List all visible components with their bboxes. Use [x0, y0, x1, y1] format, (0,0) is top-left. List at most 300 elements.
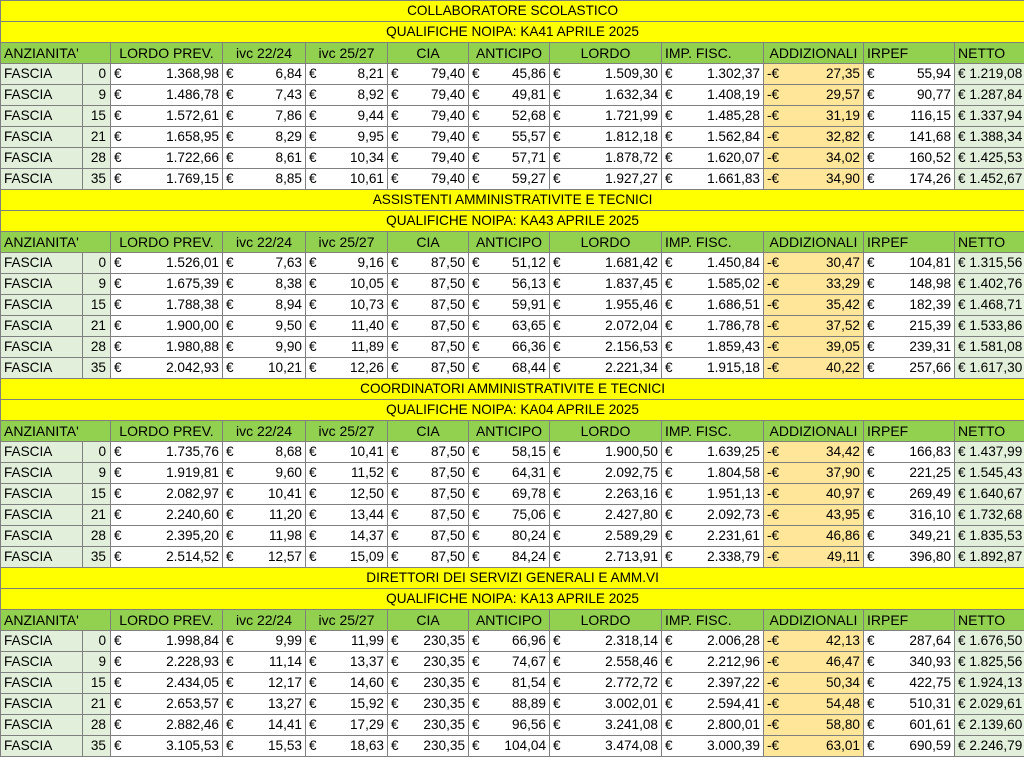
header-anzianita: ANZIANITA' [1, 421, 111, 442]
lordo-cell-value: 2.427,80 [605, 507, 658, 522]
cia-cell [388, 337, 469, 358]
currency-symbol: -€ [767, 276, 780, 291]
irpef-cell-value: 221,25 [909, 465, 951, 480]
addizionali-cell-wrap [767, 673, 860, 693]
currency-symbol: € [867, 318, 875, 333]
ivc-22-24-cell-value: 15,53 [267, 738, 302, 753]
currency-symbol: € [309, 444, 317, 459]
ivc-22-24-cell-wrap [226, 148, 302, 168]
fascia-label: FASCIA [1, 442, 83, 463]
ivc-22-24-cell-value: 8,68 [275, 444, 302, 459]
fascia-label: FASCIA [1, 337, 83, 358]
irpef-cell-wrap [867, 652, 951, 672]
lordo-prev-cell-wrap [114, 64, 219, 84]
imp-fisc-cell-wrap [665, 169, 760, 189]
lordo-cell [550, 358, 662, 379]
table-row [1, 64, 1024, 85]
imp-fisc-cell [662, 274, 764, 295]
header-imp-fisc: IMP. FISC. [662, 232, 764, 253]
irpef-cell [864, 463, 955, 484]
ivc-25-27-cell-wrap [309, 652, 384, 672]
irpef-cell-wrap [867, 316, 951, 336]
ivc-22-24-cell [223, 715, 306, 736]
currency-symbol: € [472, 276, 480, 291]
imp-fisc-cell-value: 2.397,22 [707, 675, 760, 690]
imp-fisc-cell [662, 673, 764, 694]
lordo-cell [550, 127, 662, 148]
cia-cell [388, 673, 469, 694]
irpef-cell-wrap [867, 694, 951, 714]
ivc-22-24-cell-value: 7,86 [275, 108, 302, 123]
lordo-cell-value: 1.927,27 [605, 171, 658, 186]
currency-symbol: € [665, 507, 673, 522]
lordo-cell-value: 3.474,08 [605, 738, 658, 753]
irpef-cell-value: 316,10 [909, 507, 951, 522]
section-subtitle: QUALIFICHE NOIPA: KA43 APRILE 2025 [1, 211, 1024, 232]
currency-symbol: € [472, 129, 480, 144]
lordo-prev-cell [111, 505, 223, 526]
ivc-25-27-cell [306, 484, 388, 505]
currency-symbol: -€ [767, 108, 780, 123]
lordo-prev-cell-value: 1.675,39 [166, 276, 219, 291]
lordo-prev-cell-wrap [114, 715, 219, 735]
irpef-cell-wrap [867, 715, 951, 735]
anticipo-cell-wrap [472, 736, 546, 756]
seniority-years: 28 [83, 526, 111, 547]
table-row [1, 169, 1024, 190]
currency-symbol: € [553, 654, 561, 669]
currency-symbol: -€ [767, 717, 780, 732]
irpef-cell-wrap [867, 442, 951, 462]
cia-cell-value: 87,50 [430, 528, 465, 543]
addizionali-cell-wrap [767, 547, 860, 567]
netto-cell: € 1.640,67 [955, 484, 1024, 505]
anticipo-cell-value: 51,12 [511, 255, 546, 270]
irpef-cell-value: 141,68 [909, 129, 951, 144]
ivc-22-24-cell [223, 169, 306, 190]
lordo-prev-cell [111, 295, 223, 316]
irpef-cell-wrap [867, 295, 951, 315]
currency-symbol: € [553, 696, 561, 711]
ivc-22-24-cell-value: 9,60 [275, 465, 302, 480]
header-irpef: IRPEF [864, 232, 955, 253]
cia-cell-value: 79,40 [430, 171, 465, 186]
ivc-25-27-cell-value: 17,29 [349, 717, 384, 732]
imp-fisc-cell [662, 484, 764, 505]
ivc-22-24-cell [223, 358, 306, 379]
irpef-cell-wrap [867, 337, 951, 357]
currency-symbol: € [391, 276, 399, 291]
fascia-label: FASCIA [1, 253, 83, 274]
currency-symbol: € [309, 507, 317, 522]
ivc-25-27-cell [306, 295, 388, 316]
lordo-cell [550, 715, 662, 736]
currency-symbol: -€ [767, 486, 780, 501]
anticipo-cell-wrap [472, 694, 546, 714]
currency-symbol: -€ [767, 171, 780, 186]
anticipo-cell [469, 631, 550, 652]
lordo-cell [550, 631, 662, 652]
currency-symbol: -€ [767, 297, 780, 312]
currency-symbol: € [867, 654, 875, 669]
irpef-cell-value: 160,52 [909, 150, 951, 165]
fascia-label: FASCIA [1, 358, 83, 379]
irpef-cell-wrap [867, 484, 951, 504]
header-lordo: LORDO [550, 610, 662, 631]
currency-symbol: -€ [767, 129, 780, 144]
addizionali-cell [764, 64, 864, 85]
currency-symbol: € [867, 66, 875, 81]
lordo-prev-cell-value: 1.722,66 [166, 150, 219, 165]
currency-symbol: € [472, 549, 480, 564]
addizionali-cell [764, 148, 864, 169]
lordo-cell-value: 2.558,46 [605, 654, 658, 669]
seniority-years: 35 [83, 736, 111, 757]
currency-symbol: € [391, 339, 399, 354]
cia-cell [388, 253, 469, 274]
imp-fisc-cell-wrap [665, 526, 760, 546]
currency-symbol: € [226, 255, 234, 270]
section-subtitle-row [1, 22, 1024, 43]
ivc-22-24-cell-wrap [226, 736, 302, 756]
table-row [1, 526, 1024, 547]
currency-symbol: € [114, 696, 122, 711]
irpef-cell [864, 631, 955, 652]
cia-cell-wrap [391, 127, 465, 147]
currency-symbol: € [553, 129, 561, 144]
ivc-22-24-cell-wrap [226, 169, 302, 189]
header-ivc-25-27: ivc 25/27 [306, 421, 388, 442]
addizionali-cell-wrap [767, 274, 860, 294]
currency-symbol: € [553, 465, 561, 480]
seniority-years: 28 [83, 337, 111, 358]
ivc-22-24-cell-wrap [226, 85, 302, 105]
lordo-cell [550, 547, 662, 568]
netto-cell: € 1.676,50 [955, 631, 1024, 652]
addizionali-cell [764, 463, 864, 484]
addizionali-cell [764, 715, 864, 736]
anticipo-cell-wrap [472, 253, 546, 273]
cia-cell-wrap [391, 694, 465, 714]
table-row [1, 505, 1024, 526]
lordo-cell-wrap [553, 148, 658, 168]
lordo-cell-value: 3.002,01 [605, 696, 658, 711]
ivc-25-27-cell-value: 10,41 [349, 444, 384, 459]
irpef-cell-value: 90,77 [916, 87, 951, 102]
cia-cell-value: 87,50 [430, 255, 465, 270]
anticipo-cell-wrap [472, 505, 546, 525]
header-anticipo: ANTICIPO [469, 421, 550, 442]
lordo-prev-cell-value: 1.572,61 [166, 108, 219, 123]
cia-cell-wrap [391, 358, 465, 378]
lordo-prev-cell [111, 484, 223, 505]
header-ivc-22-24: ivc 22/24 [223, 43, 306, 64]
netto-cell: € 1.732,68 [955, 505, 1024, 526]
addizionali-cell [764, 358, 864, 379]
irpef-cell-wrap [867, 526, 951, 546]
irpef-cell [864, 442, 955, 463]
ivc-25-27-cell [306, 526, 388, 547]
irpef-cell-wrap [867, 253, 951, 273]
ivc-25-27-cell-value: 8,92 [357, 87, 384, 102]
currency-symbol: € [553, 549, 561, 564]
imp-fisc-cell [662, 631, 764, 652]
addizionali-cell-wrap [767, 505, 860, 525]
imp-fisc-cell-value: 1.804,58 [707, 465, 760, 480]
currency-symbol: € [114, 276, 122, 291]
currency-symbol: € [391, 507, 399, 522]
ivc-25-27-cell [306, 694, 388, 715]
addizionali-cell [764, 442, 864, 463]
section-subtitle: QUALIFICHE NOIPA: KA04 APRILE 2025 [1, 400, 1024, 421]
currency-symbol: € [226, 486, 234, 501]
lordo-prev-cell-wrap [114, 631, 219, 651]
currency-symbol: € [391, 444, 399, 459]
ivc-25-27-cell-value: 13,37 [349, 654, 384, 669]
anticipo-cell-wrap [472, 673, 546, 693]
cia-cell-value: 87,50 [430, 318, 465, 333]
lordo-prev-cell-value: 1.486,78 [166, 87, 219, 102]
cia-cell-wrap [391, 463, 465, 483]
currency-symbol: € [114, 717, 122, 732]
addizionali-cell-value: 50,34 [825, 675, 860, 690]
header-netto: NETTO [955, 610, 1024, 631]
currency-symbol: € [309, 549, 317, 564]
irpef-cell-value: 690,59 [909, 738, 951, 753]
currency-symbol: € [226, 717, 234, 732]
currency-symbol: € [472, 507, 480, 522]
currency-symbol: € [309, 696, 317, 711]
anticipo-cell-wrap [472, 463, 546, 483]
currency-symbol: € [867, 465, 875, 480]
currency-symbol: € [226, 633, 234, 648]
ivc-25-27-cell-wrap [309, 358, 384, 378]
irpef-cell-value: 601,61 [909, 717, 951, 732]
fascia-label: FASCIA [1, 463, 83, 484]
fascia-label: FASCIA [1, 673, 83, 694]
currency-symbol: € [309, 150, 317, 165]
header-ivc-22-24: ivc 22/24 [223, 232, 306, 253]
anticipo-cell [469, 673, 550, 694]
netto-cell: € 1.402,76 [955, 274, 1024, 295]
addizionali-cell-wrap [767, 337, 860, 357]
currency-symbol: € [867, 444, 875, 459]
currency-symbol: -€ [767, 360, 780, 375]
fascia-label: FASCIA [1, 484, 83, 505]
currency-symbol: € [867, 549, 875, 564]
ivc-22-24-cell-value: 9,50 [275, 318, 302, 333]
ivc-22-24-cell-value: 8,94 [275, 297, 302, 312]
imp-fisc-cell [662, 442, 764, 463]
ivc-25-27-cell-wrap [309, 715, 384, 735]
netto-cell: € 1.825,56 [955, 652, 1024, 673]
lordo-cell-value: 1.632,34 [605, 87, 658, 102]
seniority-years: 15 [83, 295, 111, 316]
imp-fisc-cell-value: 1.450,84 [707, 255, 760, 270]
imp-fisc-cell-wrap [665, 736, 760, 756]
anticipo-cell-value: 80,24 [511, 528, 546, 543]
currency-symbol: € [309, 108, 317, 123]
currency-symbol: € [114, 255, 122, 270]
currency-symbol: € [472, 66, 480, 81]
ivc-25-27-cell-value: 9,44 [357, 108, 384, 123]
imp-fisc-cell-wrap [665, 652, 760, 672]
ivc-22-24-cell-wrap [226, 652, 302, 672]
currency-symbol: € [114, 297, 122, 312]
imp-fisc-cell [662, 526, 764, 547]
addizionali-cell-value: 42,13 [825, 633, 860, 648]
irpef-cell [864, 295, 955, 316]
lordo-cell-value: 2.589,29 [605, 528, 658, 543]
cia-cell-value: 87,50 [430, 549, 465, 564]
header-lordo-prev: LORDO PREV. [111, 610, 223, 631]
currency-symbol: € [391, 465, 399, 480]
ivc-22-24-cell [223, 736, 306, 757]
lordo-cell [550, 274, 662, 295]
imp-fisc-cell-value: 2.800,01 [707, 717, 760, 732]
irpef-cell-wrap [867, 148, 951, 168]
lordo-prev-cell-value: 2.882,46 [166, 717, 219, 732]
addizionali-cell-value: 58,80 [825, 717, 860, 732]
ivc-25-27-cell [306, 274, 388, 295]
imp-fisc-cell [662, 64, 764, 85]
irpef-cell [864, 652, 955, 673]
currency-symbol: € [114, 171, 122, 186]
header-addizionali: ADDIZIONALI [764, 610, 864, 631]
header-irpef: IRPEF [864, 610, 955, 631]
ivc-22-24-cell-value: 7,63 [275, 255, 302, 270]
anticipo-cell-value: 55,57 [511, 129, 546, 144]
currency-symbol: € [391, 654, 399, 669]
seniority-years: 21 [83, 505, 111, 526]
ivc-25-27-cell-value: 15,92 [349, 696, 384, 711]
seniority-years: 28 [83, 148, 111, 169]
lordo-prev-cell-wrap [114, 484, 219, 504]
currency-symbol: € [226, 108, 234, 123]
cia-cell-wrap [391, 316, 465, 336]
imp-fisc-cell [662, 127, 764, 148]
ivc-22-24-cell-wrap [226, 694, 302, 714]
currency-symbol: € [114, 318, 122, 333]
currency-symbol: € [553, 255, 561, 270]
imp-fisc-cell [662, 295, 764, 316]
currency-symbol: € [309, 717, 317, 732]
anticipo-cell-value: 57,71 [511, 150, 546, 165]
netto-cell: € 1.219,08 [955, 64, 1024, 85]
anticipo-cell [469, 253, 550, 274]
anticipo-cell-wrap [472, 316, 546, 336]
currency-symbol: € [309, 297, 317, 312]
imp-fisc-cell-wrap [665, 274, 760, 294]
currency-symbol: € [867, 150, 875, 165]
cia-cell-value: 87,50 [430, 486, 465, 501]
currency-symbol: € [391, 66, 399, 81]
imp-fisc-cell [662, 169, 764, 190]
header-addizionali: ADDIZIONALI [764, 43, 864, 64]
anticipo-cell-value: 81,54 [511, 675, 546, 690]
seniority-years: 9 [83, 274, 111, 295]
header-cia: CIA [388, 43, 469, 64]
lordo-cell [550, 463, 662, 484]
ivc-25-27-cell [306, 673, 388, 694]
currency-symbol: € [553, 633, 561, 648]
addizionali-cell [764, 295, 864, 316]
header-lordo: LORDO [550, 421, 662, 442]
ivc-22-24-cell-wrap [226, 106, 302, 126]
lordo-prev-cell-value: 2.514,52 [166, 549, 219, 564]
lordo-prev-cell-value: 2.228,93 [166, 654, 219, 669]
cia-cell [388, 442, 469, 463]
netto-cell: € 1.617,30 [955, 358, 1024, 379]
currency-symbol: € [391, 528, 399, 543]
currency-symbol: € [391, 633, 399, 648]
addizionali-cell-value: 46,86 [825, 528, 860, 543]
currency-symbol: € [472, 633, 480, 648]
lordo-cell-value: 2.221,34 [605, 360, 658, 375]
lordo-cell [550, 505, 662, 526]
netto-cell: € 1.287,84 [955, 85, 1024, 106]
addizionali-cell-value: 34,02 [825, 150, 860, 165]
currency-symbol: -€ [767, 87, 780, 102]
ivc-25-27-cell [306, 442, 388, 463]
anticipo-cell-value: 56,13 [511, 276, 546, 291]
ivc-22-24-cell [223, 463, 306, 484]
currency-symbol: € [665, 717, 673, 732]
cia-cell-wrap [391, 106, 465, 126]
ivc-25-27-cell-wrap [309, 85, 384, 105]
imp-fisc-cell [662, 337, 764, 358]
anticipo-cell-wrap [472, 547, 546, 567]
fascia-label: FASCIA [1, 547, 83, 568]
header-imp-fisc: IMP. FISC. [662, 610, 764, 631]
lordo-prev-cell [111, 127, 223, 148]
ivc-25-27-cell-value: 9,16 [357, 255, 384, 270]
seniority-years: 9 [83, 85, 111, 106]
ivc-25-27-cell [306, 505, 388, 526]
lordo-cell-value: 2.092,75 [605, 465, 658, 480]
anticipo-cell-value: 64,31 [511, 465, 546, 480]
currency-symbol: € [665, 129, 673, 144]
ivc-25-27-cell [306, 106, 388, 127]
fascia-label: FASCIA [1, 64, 83, 85]
currency-symbol: -€ [767, 507, 780, 522]
ivc-22-24-cell [223, 652, 306, 673]
ivc-22-24-cell [223, 106, 306, 127]
imp-fisc-cell [662, 85, 764, 106]
addizionali-cell [764, 484, 864, 505]
currency-symbol: € [867, 528, 875, 543]
cia-cell-wrap [391, 442, 465, 462]
currency-symbol: € [114, 654, 122, 669]
imp-fisc-cell [662, 505, 764, 526]
lordo-prev-cell [111, 694, 223, 715]
addizionali-cell-value: 30,47 [825, 255, 860, 270]
header-netto: NETTO [955, 421, 1024, 442]
currency-symbol: € [391, 129, 399, 144]
lordo-prev-cell-wrap [114, 169, 219, 189]
lordo-cell [550, 337, 662, 358]
currency-symbol: € [867, 675, 875, 690]
currency-symbol: € [665, 633, 673, 648]
ivc-25-27-cell-wrap [309, 169, 384, 189]
table-row [1, 715, 1024, 736]
table-row [1, 337, 1024, 358]
ivc-22-24-cell-wrap [226, 442, 302, 462]
imp-fisc-cell-wrap [665, 358, 760, 378]
ivc-22-24-cell-wrap [226, 526, 302, 546]
currency-symbol: € [472, 297, 480, 312]
table-row [1, 274, 1024, 295]
